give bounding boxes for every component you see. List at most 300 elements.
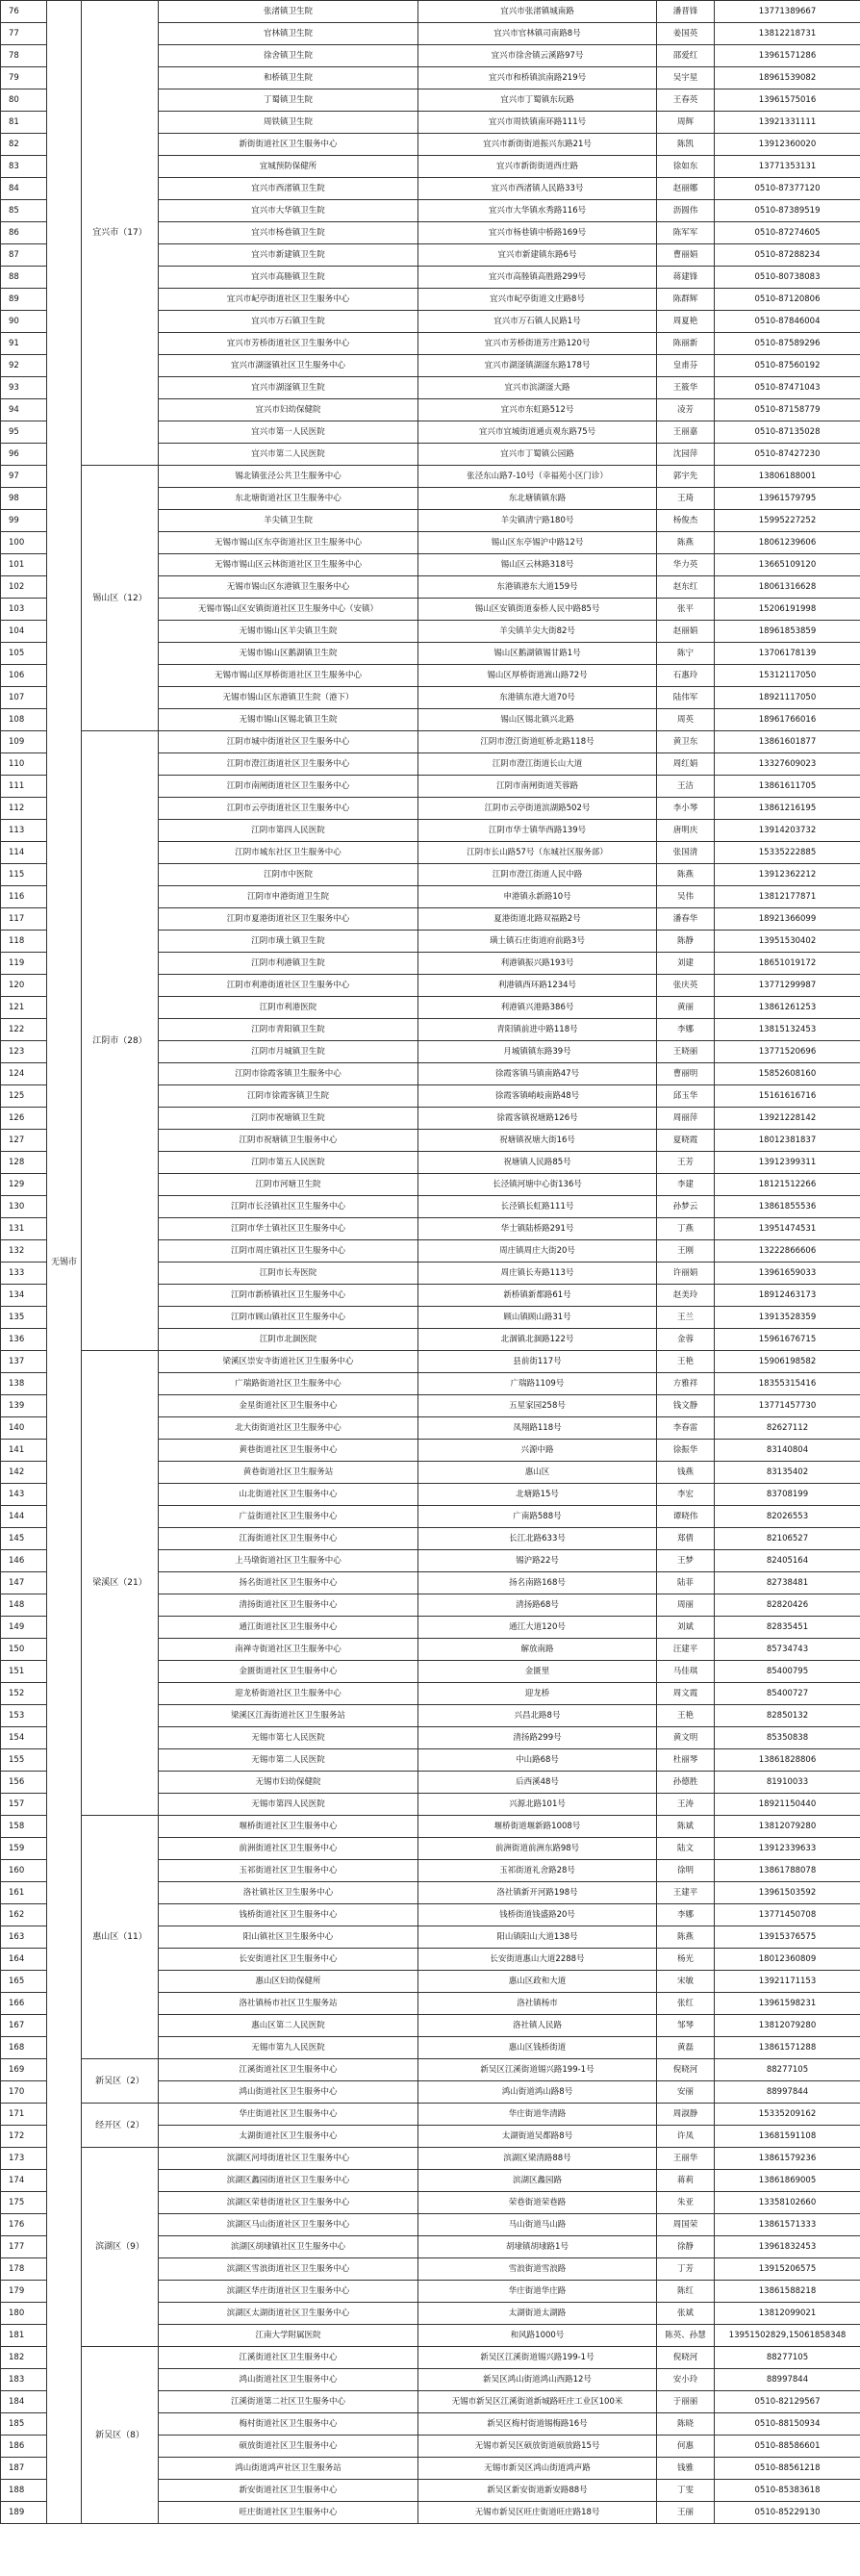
contact-phone: 0510-87471043 [715,377,860,399]
facility-address: 广南路588号 [418,1506,657,1528]
row-number: 92 [1,355,47,377]
row-number: 150 [1,1639,47,1661]
row-number: 113 [1,820,47,842]
row-number: 124 [1,1063,47,1085]
contact-person: 潘晋锋 [657,1,715,23]
facility-address: 锡山区厚桥街道嵩山路72号 [418,665,657,687]
row-number: 161 [1,1882,47,1904]
facility-address: 宜兴市湖滏镇湖滏东路178号 [418,355,657,377]
facility-name: 宜兴市湖滏镇社区卫生服务中心 [159,355,418,377]
facility-name: 江阴市新桥镇社区卫生服务中心 [159,1285,418,1307]
facility-address: 宜兴市徐舍镇云溪路97号 [418,45,657,67]
contact-person: 沈园萍 [657,444,715,466]
facility-name: 金星街道社区卫生服务中心 [159,1395,418,1417]
district-cell: 梁溪区（21） [82,1351,159,1816]
facility-address: 无锡市新吴区硕放街道硕放路15号 [418,2436,657,2458]
contact-person: 陈静 [657,931,715,953]
district-cell: 新吴区（2） [82,2059,159,2104]
contact-person: 金蓉 [657,1329,715,1351]
contact-phone: 13961579795 [715,488,860,510]
row-number: 101 [1,554,47,576]
facility-name: 宜兴市妇幼保健院 [159,399,418,421]
contact-phone: 13921331111 [715,112,860,134]
contact-phone: 13861571288 [715,2037,860,2059]
facility-address: 锡山区安镇街道泰桥人民中路85号 [418,599,657,621]
row-number: 105 [1,643,47,665]
facility-address: 新吴区江溪街道锡兴路199-1号 [418,2347,657,2369]
facility-address: 新吴区梅村街道锡梅路16号 [418,2413,657,2436]
row-number: 174 [1,2170,47,2192]
facility-name: 华庄街道社区卫生服务中心 [159,2104,418,2126]
contact-person: 邱玉华 [657,1085,715,1108]
row-number: 145 [1,1528,47,1550]
row-number: 168 [1,2037,47,2059]
facility-address: 利港镇西环路1234号 [418,975,657,997]
facility-address: 新吴区新安街道新安路88号 [418,2480,657,2502]
facility-address: 五星家园258号 [418,1395,657,1417]
facility-address: 江阴市华士镇华西路139号 [418,820,657,842]
contact-phone: 15906198582 [715,1351,860,1373]
district-cell: 滨湖区（9） [82,2148,159,2347]
row-number: 137 [1,1351,47,1373]
contact-phone: 15335209162 [715,2104,860,2126]
facility-address: 阳山镇阳山大道138号 [418,1926,657,1949]
contact-phone: 13961659033 [715,1262,860,1285]
facility-name: 无锡市锡山区羊尖镇卫生院 [159,621,418,643]
row-number: 143 [1,1484,47,1506]
table-row [1,466,860,488]
facility-name: 迎龙桥街道社区卫生服务中心 [159,1683,418,1705]
facility-name: 宜兴市湖滏镇卫生院 [159,377,418,399]
contact-phone: 13771299987 [715,975,860,997]
contact-person: 潘春华 [657,908,715,931]
row-number: 167 [1,2015,47,2037]
row-number: 173 [1,2148,47,2170]
facility-name: 无锡市锡山区锡北镇卫生院 [159,709,418,731]
facility-name: 硕放街道社区卫生服务中心 [159,2436,418,2458]
facility-address: 迎龙桥 [418,1683,657,1705]
contact-phone: 0510-87158779 [715,399,860,421]
facility-name: 无锡市锡山区厚桥街道社区卫生服务中心 [159,665,418,687]
row-number: 91 [1,333,47,355]
row-number: 95 [1,421,47,444]
facility-address: 通江大道120号 [418,1617,657,1639]
contact-phone: 18961853859 [715,621,860,643]
contact-phone: 15995227252 [715,510,860,532]
row-number: 144 [1,1506,47,1528]
contact-person: 周英 [657,709,715,731]
facility-name: 江南大学附属医院 [159,2325,418,2347]
facility-name: 江阴市北涸医院 [159,1329,418,1351]
row-number: 156 [1,1772,47,1794]
facility-name: 广瑞路街道社区卫生服务中心 [159,1373,418,1395]
row-number: 157 [1,1794,47,1816]
contact-phone: 88997844 [715,2369,860,2391]
contact-phone: 13812099021 [715,2303,860,2325]
facility-address: 月城镇镇东路39号 [418,1041,657,1063]
row-number: 89 [1,289,47,311]
contact-person: 朱亚 [657,2192,715,2214]
contact-person: 赵美玲 [657,1285,715,1307]
facility-name: 江阴市月城镇卫生院 [159,1041,418,1063]
contact-person: 周红娟 [657,753,715,776]
facility-address: 宜兴市杨巷镇中桥路169号 [418,222,657,244]
row-number: 102 [1,576,47,599]
row-number: 178 [1,2258,47,2281]
contact-person: 郭宇先 [657,466,715,488]
contact-person: 汪建平 [657,1639,715,1661]
facility-name: 江阴市周庄镇社区卫生服务中心 [159,1240,418,1262]
district-cell: 经开区（2） [82,2104,159,2148]
facility-name: 江阴市澄江街道社区卫生服务中心 [159,753,418,776]
facility-address: 顾山镇顾山路31号 [418,1307,657,1329]
row-number: 128 [1,1152,47,1174]
row-number: 135 [1,1307,47,1329]
contact-phone: 18355315416 [715,1373,860,1395]
facility-name: 无锡市第九人民医院 [159,2037,418,2059]
row-number: 155 [1,1749,47,1772]
contact-person: 皇甫芬 [657,355,715,377]
district-cell: 锡山区（12） [82,466,159,731]
contact-person: 蒋建锋 [657,267,715,289]
facility-name: 江阴市长寿医院 [159,1262,418,1285]
row-number: 81 [1,112,47,134]
facility-name: 滨湖区荣巷街道社区卫生服务中心 [159,2192,418,2214]
row-number: 188 [1,2480,47,2502]
contact-phone: 0510-87560192 [715,355,860,377]
facility-address: 徐霞客镇祝塘路126号 [418,1108,657,1130]
contact-phone: 0510-88150934 [715,2413,860,2436]
row-number: 94 [1,399,47,421]
contact-phone: 13812218731 [715,23,860,45]
facility-name: 江阴市利港医院 [159,997,418,1019]
row-number: 111 [1,776,47,798]
facility-address: 洛社镇人民路 [418,2015,657,2037]
facility-address: 广瑞路1109号 [418,1373,657,1395]
contact-person: 宋敏 [657,1971,715,1993]
facility-address: 惠山区钱桥街道 [418,2037,657,2059]
contact-phone: 82738481 [715,1572,860,1594]
contact-phone: 13861869005 [715,2170,860,2192]
contact-person: 邹琴 [657,2015,715,2037]
facility-address: 宜兴市新建镇东路6号 [418,244,657,267]
row-number: 110 [1,753,47,776]
contact-person: 王洁 [657,776,715,798]
facility-name: 滨湖区马山街道社区卫生服务中心 [159,2214,418,2236]
contact-phone: 13921228142 [715,1108,860,1130]
contact-person: 陈斌 [657,1816,715,1838]
row-number: 152 [1,1683,47,1705]
contact-phone: 13771353131 [715,156,860,178]
contact-person: 孙德胜 [657,1772,715,1794]
facility-address: 东港镇东港大道70号 [418,687,657,709]
row-number: 181 [1,2325,47,2347]
facility-name: 洛社镇杨市社区卫生服务站 [159,1993,418,2015]
facility-name: 宜兴市西渚镇卫生院 [159,178,418,200]
facility-address: 北塘路15号 [418,1484,657,1506]
facility-address: 宜兴市屺亭街道文庄路8号 [418,289,657,311]
contact-person: 张斌 [657,2303,715,2325]
facility-address: 璜土镇石庄街道府前路3号 [418,931,657,953]
facility-address: 北涸镇北涸路122号 [418,1329,657,1351]
facility-address: 东北塘镇镇东路 [418,488,657,510]
contact-person: 王艳 [657,1705,715,1727]
facility-address: 羊尖镇清宁路180号 [418,510,657,532]
contact-phone: 13861579236 [715,2148,860,2170]
contact-person: 夏晓霞 [657,1130,715,1152]
facility-name: 锡北镇张泾公共卫生服务中心 [159,466,418,488]
facility-name: 鸿山街道社区卫生服务中心 [159,2081,418,2104]
contact-person: 陈燕 [657,532,715,554]
contact-person: 陈群辉 [657,289,715,311]
contact-person: 钱雅 [657,2458,715,2480]
contact-phone: 13961598231 [715,1993,860,2015]
facility-address: 太湖街道太湖路 [418,2303,657,2325]
contact-person: 蒋莉 [657,2170,715,2192]
facility-address: 惠山区 [418,1462,657,1484]
contact-person: 王刚 [657,1240,715,1262]
facility-name: 旺庄街道社区卫生服务中心 [159,2502,418,2524]
contact-person: 陈英、孙慧 [657,2325,715,2347]
city-cell: 无锡市 [47,1,82,2524]
facility-name: 清扬街道社区卫生服务中心 [159,1594,418,1617]
facility-name: 太湖街道社区卫生服务中心 [159,2126,418,2148]
contact-phone: 85400795 [715,1661,860,1683]
contact-phone: 13665109120 [715,554,860,576]
district-cell: 新吴区（8） [82,2347,159,2524]
facility-address: 滨湖区梁清路88号 [418,2148,657,2170]
row-number: 187 [1,2458,47,2480]
facility-name: 徐舍镇卫生院 [159,45,418,67]
facility-name: 江阴市徐霞客镇卫生服务中心 [159,1063,418,1085]
row-number: 115 [1,864,47,886]
row-number: 160 [1,1860,47,1882]
row-number: 172 [1,2126,47,2148]
facility-name: 南禅寺街道社区卫生服务中心 [159,1639,418,1661]
contact-phone: 85734743 [715,1639,860,1661]
facility-address: 锡沪路22号 [418,1550,657,1572]
contact-person: 陈军军 [657,222,715,244]
facility-address: 宜兴市宜城街道通贞观东路75号 [418,421,657,444]
contact-person: 王丽 [657,2502,715,2524]
row-number: 140 [1,1417,47,1440]
facility-name: 江阴市利港镇卫生院 [159,953,418,975]
row-number: 114 [1,842,47,864]
facility-address: 江阴市长山路57号（东城社区服务部） [418,842,657,864]
facility-address: 新桥镇新都路61号 [418,1285,657,1307]
facility-name: 梅村街道社区卫生服务中心 [159,2413,418,2436]
facility-name: 江阴市申港街道卫生院 [159,886,418,908]
contact-person: 陈凯 [657,134,715,156]
facility-name: 滨湖区雪浪街道社区卫生服务中心 [159,2258,418,2281]
facility-name: 广益街道社区卫生服务中心 [159,1506,418,1528]
contact-phone: 18012381837 [715,1130,860,1152]
contact-person: 许丽娟 [657,1262,715,1285]
facility-name: 江溪街道第二社区卫生服务中心 [159,2391,418,2413]
district-cell: 宜兴市（17） [82,1,159,466]
contact-person: 王晓丽 [657,1041,715,1063]
facility-name: 宜兴市第一人民医院 [159,421,418,444]
facility-address: 长安街道惠山大道2288号 [418,1949,657,1971]
facility-name: 扬名街道社区卫生服务中心 [159,1572,418,1594]
row-number: 132 [1,1240,47,1262]
row-number: 164 [1,1949,47,1971]
contact-phone: 82405164 [715,1550,860,1572]
contact-person: 李娜 [657,1904,715,1926]
contact-phone: 13961575016 [715,89,860,112]
row-number: 107 [1,687,47,709]
contact-phone: 82820426 [715,1594,860,1617]
facility-name: 江溪街道社区卫生服务中心 [159,2059,418,2081]
facility-name: 江阴市顾山镇社区卫生服务中心 [159,1307,418,1329]
facility-name: 张渚镇卫生院 [159,1,418,23]
facility-address: 东港镇港东大道159号 [418,576,657,599]
facility-address: 长江北路633号 [418,1528,657,1550]
row-number: 149 [1,1617,47,1639]
contact-phone: 13358102660 [715,2192,860,2214]
contact-phone: 13912362212 [715,864,860,886]
row-number: 129 [1,1174,47,1196]
contact-person: 凌芳 [657,399,715,421]
contact-phone: 85400727 [715,1683,860,1705]
contact-phone: 83140804 [715,1440,860,1462]
facility-name: 无锡市锡山区东港镇卫生服务中心 [159,576,418,599]
contact-phone: 0510-87377120 [715,178,860,200]
contact-person: 郑倩 [657,1528,715,1550]
row-number: 87 [1,244,47,267]
facility-address: 宜兴市高塍镇高胜路299号 [418,267,657,289]
facility-name: 金匮街道社区卫生服务中心 [159,1661,418,1683]
facility-address: 鸿山街道鸿山路8号 [418,2081,657,2104]
contact-person: 钱燕 [657,1462,715,1484]
facility-name: 宜兴市新建镇卫生院 [159,244,418,267]
row-number: 184 [1,2391,47,2413]
contact-person: 王芳 [657,1152,715,1174]
contact-person: 王丽嘉 [657,421,715,444]
contact-person: 徐如东 [657,156,715,178]
contact-person: 马佳琪 [657,1661,715,1683]
facility-address: 兴源北路101号 [418,1794,657,1816]
contact-person: 王丽华 [657,2148,715,2170]
row-number: 185 [1,2413,47,2436]
contact-phone: 0510-80738083 [715,267,860,289]
row-number: 103 [1,599,47,621]
facility-address: 荣巷街道荣巷路 [418,2192,657,2214]
facility-address: 胡埭镇胡埭路1号 [418,2236,657,2258]
contact-person: 陈丽新 [657,333,715,355]
facility-name: 官林镇卫生院 [159,23,418,45]
contact-phone: 0510-82129567 [715,2391,860,2413]
facility-name: 江海街道社区卫生服务中心 [159,1528,418,1550]
facility-name: 宜兴市大华镇卫生院 [159,200,418,222]
contact-person: 周淑静 [657,2104,715,2126]
contact-phone: 83708199 [715,1484,860,1506]
row-number: 179 [1,2281,47,2303]
contact-person: 刘建 [657,953,715,975]
facility-name: 江阴市城东社区卫生服务中心 [159,842,418,864]
row-number: 133 [1,1262,47,1285]
facility-name: 宜兴市高塍镇卫生院 [159,267,418,289]
facility-name: 江阴市南闸街道社区卫生服务中心 [159,776,418,798]
contact-phone: 82026553 [715,1506,860,1528]
contact-phone: 88277105 [715,2347,860,2369]
contact-phone: 18921150440 [715,1794,860,1816]
contact-phone: 15961676715 [715,1329,860,1351]
contact-phone: 82835451 [715,1617,860,1639]
facility-address: 申港镇永新路10号 [418,886,657,908]
row-number: 121 [1,997,47,1019]
contact-phone: 13771520696 [715,1041,860,1063]
contact-person: 周丽萍 [657,1108,715,1130]
contact-person: 张国清 [657,842,715,864]
contact-phone: 13771450708 [715,1904,860,1926]
facility-name: 无锡市锡山区云林街道社区卫生服务中心 [159,554,418,576]
facility-name: 无锡市锡山区东亭街道社区卫生服务中心 [159,532,418,554]
table-row [1,2059,860,2081]
row-number: 104 [1,621,47,643]
row-number: 116 [1,886,47,908]
facility-name: 惠山区第二人民医院 [159,2015,418,2037]
row-number: 130 [1,1196,47,1218]
facility-name: 梁溪区江海街道社区卫生服务站 [159,1705,418,1727]
contact-phone: 0510-87427230 [715,444,860,466]
contact-phone: 13861261253 [715,997,860,1019]
contact-person: 李小琴 [657,798,715,820]
row-number: 109 [1,731,47,753]
contact-person: 王梦 [657,1550,715,1572]
row-number: 134 [1,1285,47,1307]
row-number: 148 [1,1594,47,1617]
contact-person: 吴宇星 [657,67,715,89]
facility-address: 江阴市澄江街道人民中路 [418,864,657,886]
facility-name: 堰桥街道社区卫生服务中心 [159,1816,418,1838]
contact-phone: 18921117050 [715,687,860,709]
contact-phone: 0510-88586601 [715,2436,860,2458]
row-number: 186 [1,2436,47,2458]
contact-person: 徐振华 [657,1440,715,1462]
facility-address: 宜兴市万石镇人民路1号 [418,311,657,333]
contact-person: 石惠玲 [657,665,715,687]
contact-phone: 13327609023 [715,753,860,776]
facility-name: 江阴市夏港街道社区卫生服务中心 [159,908,418,931]
facility-name: 羊尖镇卫生院 [159,510,418,532]
row-number: 136 [1,1329,47,1351]
contact-phone: 13861788078 [715,1860,860,1882]
facility-name: 惠山区妇幼保健所 [159,1971,418,1993]
contact-phone: 13861601877 [715,731,860,753]
contact-phone: 13914203732 [715,820,860,842]
facility-address: 兴昌北路8号 [418,1705,657,1727]
row-number: 183 [1,2369,47,2391]
contact-phone: 13961503592 [715,1882,860,1904]
facility-address: 马山街道马山路 [418,2214,657,2236]
contact-person: 曹丽娟 [657,244,715,267]
contact-phone: 13812079280 [715,1816,860,1838]
facility-address: 江阴市澄江街道长山大道 [418,753,657,776]
facility-address: 祝塘镇人民路85号 [418,1152,657,1174]
facility-name: 无锡市锡山区安镇街道社区卫生服务中心（安镇） [159,599,418,621]
facility-name: 无锡市第二人民医院 [159,1749,418,1772]
facility-address: 和风路1000号 [418,2325,657,2347]
table-row [1,1816,860,1838]
contact-phone: 13913528359 [715,1307,860,1329]
facility-address: 宜兴市大华镇水秀路116号 [418,200,657,222]
facility-address: 凤翔路118号 [418,1417,657,1440]
row-number: 162 [1,1904,47,1926]
facility-address: 锡山区云林路318号 [418,554,657,576]
contact-phone: 81910033 [715,1772,860,1794]
facility-address: 惠山区政和大道 [418,1971,657,1993]
